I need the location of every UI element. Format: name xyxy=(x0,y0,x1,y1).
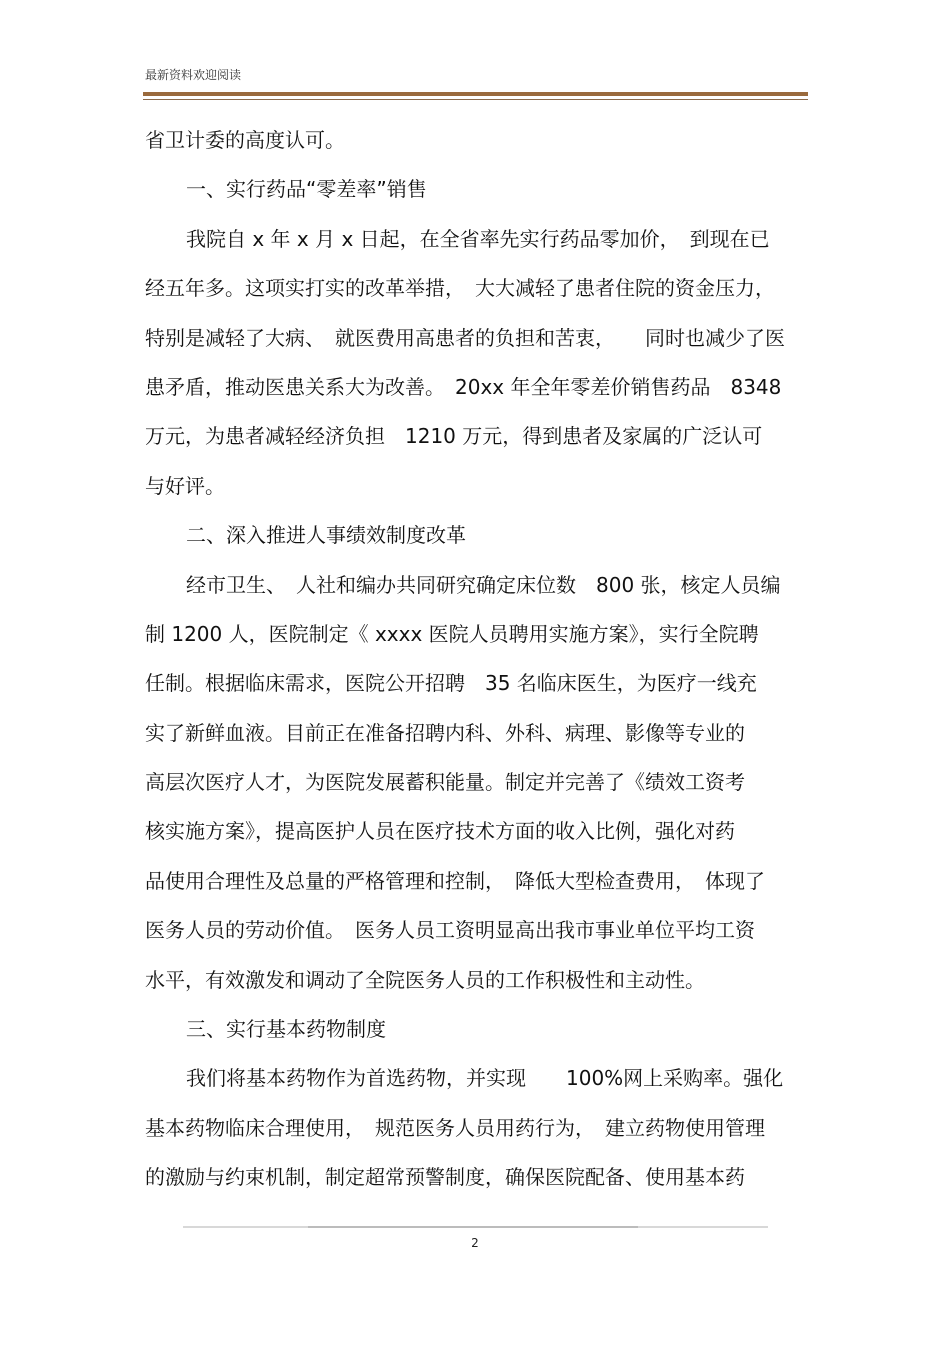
paragraph-line: 经市卫生、 人社和编办共同研究确定床位数 800 张，核定人员编 xyxy=(186,572,781,597)
section-heading: 三、实行基本药物制度 xyxy=(186,1017,386,1042)
paragraph-line: 制 1200 人，医院制定《 xxxx 医院人员聘用实施方案》，实行全院聘 xyxy=(145,621,759,646)
paragraph-line: 与好评。 xyxy=(145,473,225,498)
paragraph-line: 我们将基本药物作为首选药物，并实现 100%网上采购率。强化 xyxy=(186,1066,784,1091)
paragraph-line: 患矛盾，推动医患关系大为改善。 20xx 年全年零差价销售药品 8348 xyxy=(145,374,782,399)
page-number: 2 xyxy=(471,1236,479,1250)
paragraph-line: 医务人员的劳动价值。 医务人员工资明显高出我市事业单位平均工资 xyxy=(145,918,755,943)
paragraph-line: 基本药物临床合理使用， 规范医务人员用药行为， 建立药物使用管理 xyxy=(145,1115,765,1140)
paragraph-line: 特别是减轻了大病、 就医费用高患者的负担和苦衷， 同时也减少了医 xyxy=(145,325,785,350)
document-body xyxy=(145,116,810,1203)
paragraph-line: 万元，为患者减轻经济负担 1210 万元，得到患者及家属的广泛认可 xyxy=(145,424,763,449)
paragraph-line: 我院自 x 年 x 月 x 日起，在全省率先实行药品零加价， 到现在已 xyxy=(186,226,770,251)
paragraph-line: 任制。根据临床需求，医院公开招聘 35 名临床医生，为医疗一线充 xyxy=(145,671,757,696)
section-heading: 二、深入推进人事绩效制度改革 xyxy=(186,523,466,548)
paragraph-line: 的激励与约束机制，制定超常预警制度，确保医院配备、使用基本药 xyxy=(145,1165,745,1190)
section-heading: 一、实行药品“零差率”销售 xyxy=(186,177,427,202)
paragraph-line: 核实施方案》，提高医护人员在医疗技术方面的收入比例，强化对药 xyxy=(145,819,735,844)
header-divider-thick xyxy=(143,92,808,96)
paragraph-line: 实了新鲜血液。目前正在准备招聘内科、外科、病理、影像等专业的 xyxy=(145,720,745,745)
paragraph-line: 省卫计委的高度认可。 xyxy=(145,128,345,152)
header-divider-thin xyxy=(143,99,808,100)
paragraph-line: 水平，有效激发和调动了全院医务人员的工作积极性和主动性。 xyxy=(145,967,705,992)
paragraph-line: 高层次医疗人才，为医院发展蓄积能量。制定并完善了《绩效工资考 xyxy=(145,770,745,795)
footer-divider xyxy=(183,1226,768,1228)
paragraph-line: 经五年多。这项实打实的改革举措， 大大减轻了患者住院的资金压力， xyxy=(145,276,775,301)
running-header: 最新资料欢迎阅读 xyxy=(145,68,242,82)
paragraph-line: 品使用合理性及总量的严格管理和控制， 降低大型检查费用， 体现了 xyxy=(145,868,765,893)
